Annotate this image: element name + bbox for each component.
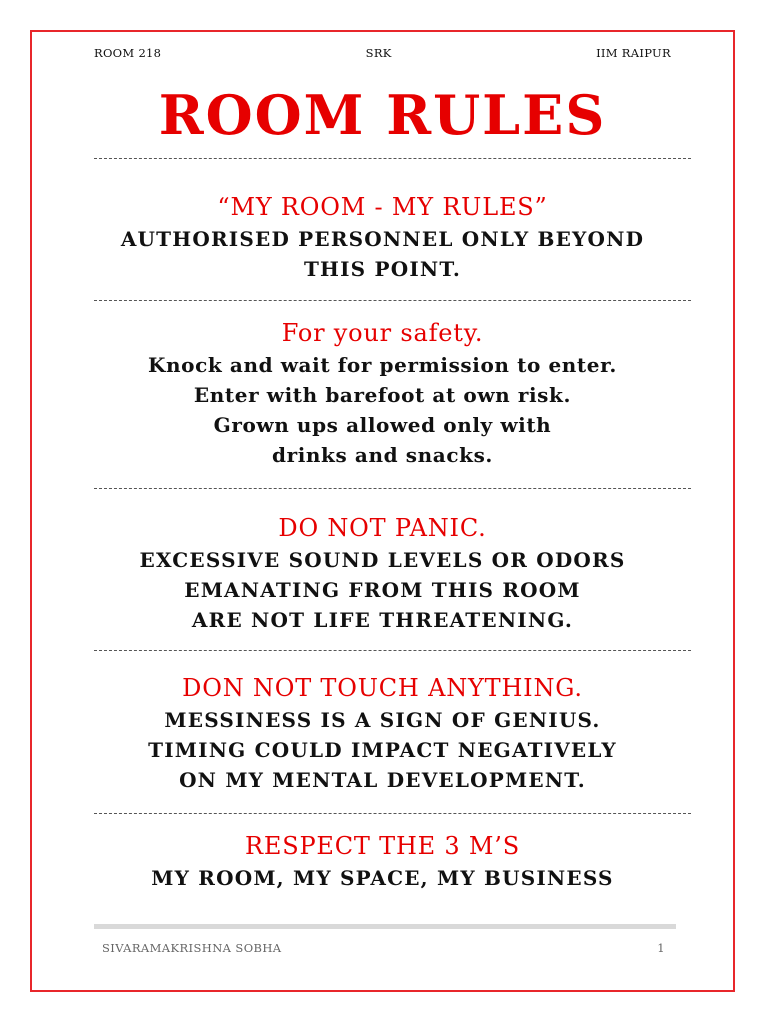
section-line: TIMING COULD IMPACT NEGATIVELY [148,738,617,762]
page-header [94,46,671,60]
divider [94,813,691,814]
footer-bar [94,924,676,929]
section-line: MESSINESS IS A SIGN OF GENIUS. [164,708,601,732]
section-do-not-panic [32,513,733,635]
divider [94,650,691,651]
footer-author: SIVARAMAKRISHNA SOBHA [102,941,282,955]
section-line: Knock and wait for permission to enter. [148,353,617,377]
divider [94,488,691,489]
header-room: ROOM 218 [94,46,162,60]
section-my-rules [32,192,733,284]
section-heading: DON NOT TOUCH ANYTHING. [182,674,583,702]
section-line: ARE NOT LIFE THREATENING. [191,608,574,632]
header-initials: SRK [365,46,392,60]
section-do-not-touch [32,673,733,795]
section-heading: “MY ROOM - MY RULES” [217,193,548,221]
section-heading: RESPECT THE 3 M’S [245,832,520,860]
section-line: Grown ups allowed only with [213,413,552,437]
divider [94,158,691,159]
header-institute: IIM RAIPUR [596,46,671,60]
section-line: THIS POINT. [303,257,462,281]
section-heading: DO NOT PANIC. [278,514,487,542]
page-footer [102,941,665,955]
section-heading: For your safety. [281,319,484,347]
section-line: EXCESSIVE SOUND LEVELS OR ODORS [139,548,626,572]
footer-page-number: 1 [657,941,665,955]
section-line: ON MY MENTAL DEVELOPMENT. [179,768,586,792]
section-line: AUTHORISED PERSONNEL ONLY BEYOND [120,227,645,251]
page-title: ROOM RULES [158,83,607,147]
section-line: MY ROOM, MY SPACE, MY BUSINESS [151,866,614,890]
divider [94,300,691,301]
page-frame [30,30,735,992]
section-safety [32,318,733,470]
section-line: Enter with barefoot at own risk. [193,383,572,407]
section-line: drinks and snacks. [271,443,493,467]
section-line: EMANATING FROM THIS ROOM [184,578,581,602]
section-respect [32,831,733,893]
